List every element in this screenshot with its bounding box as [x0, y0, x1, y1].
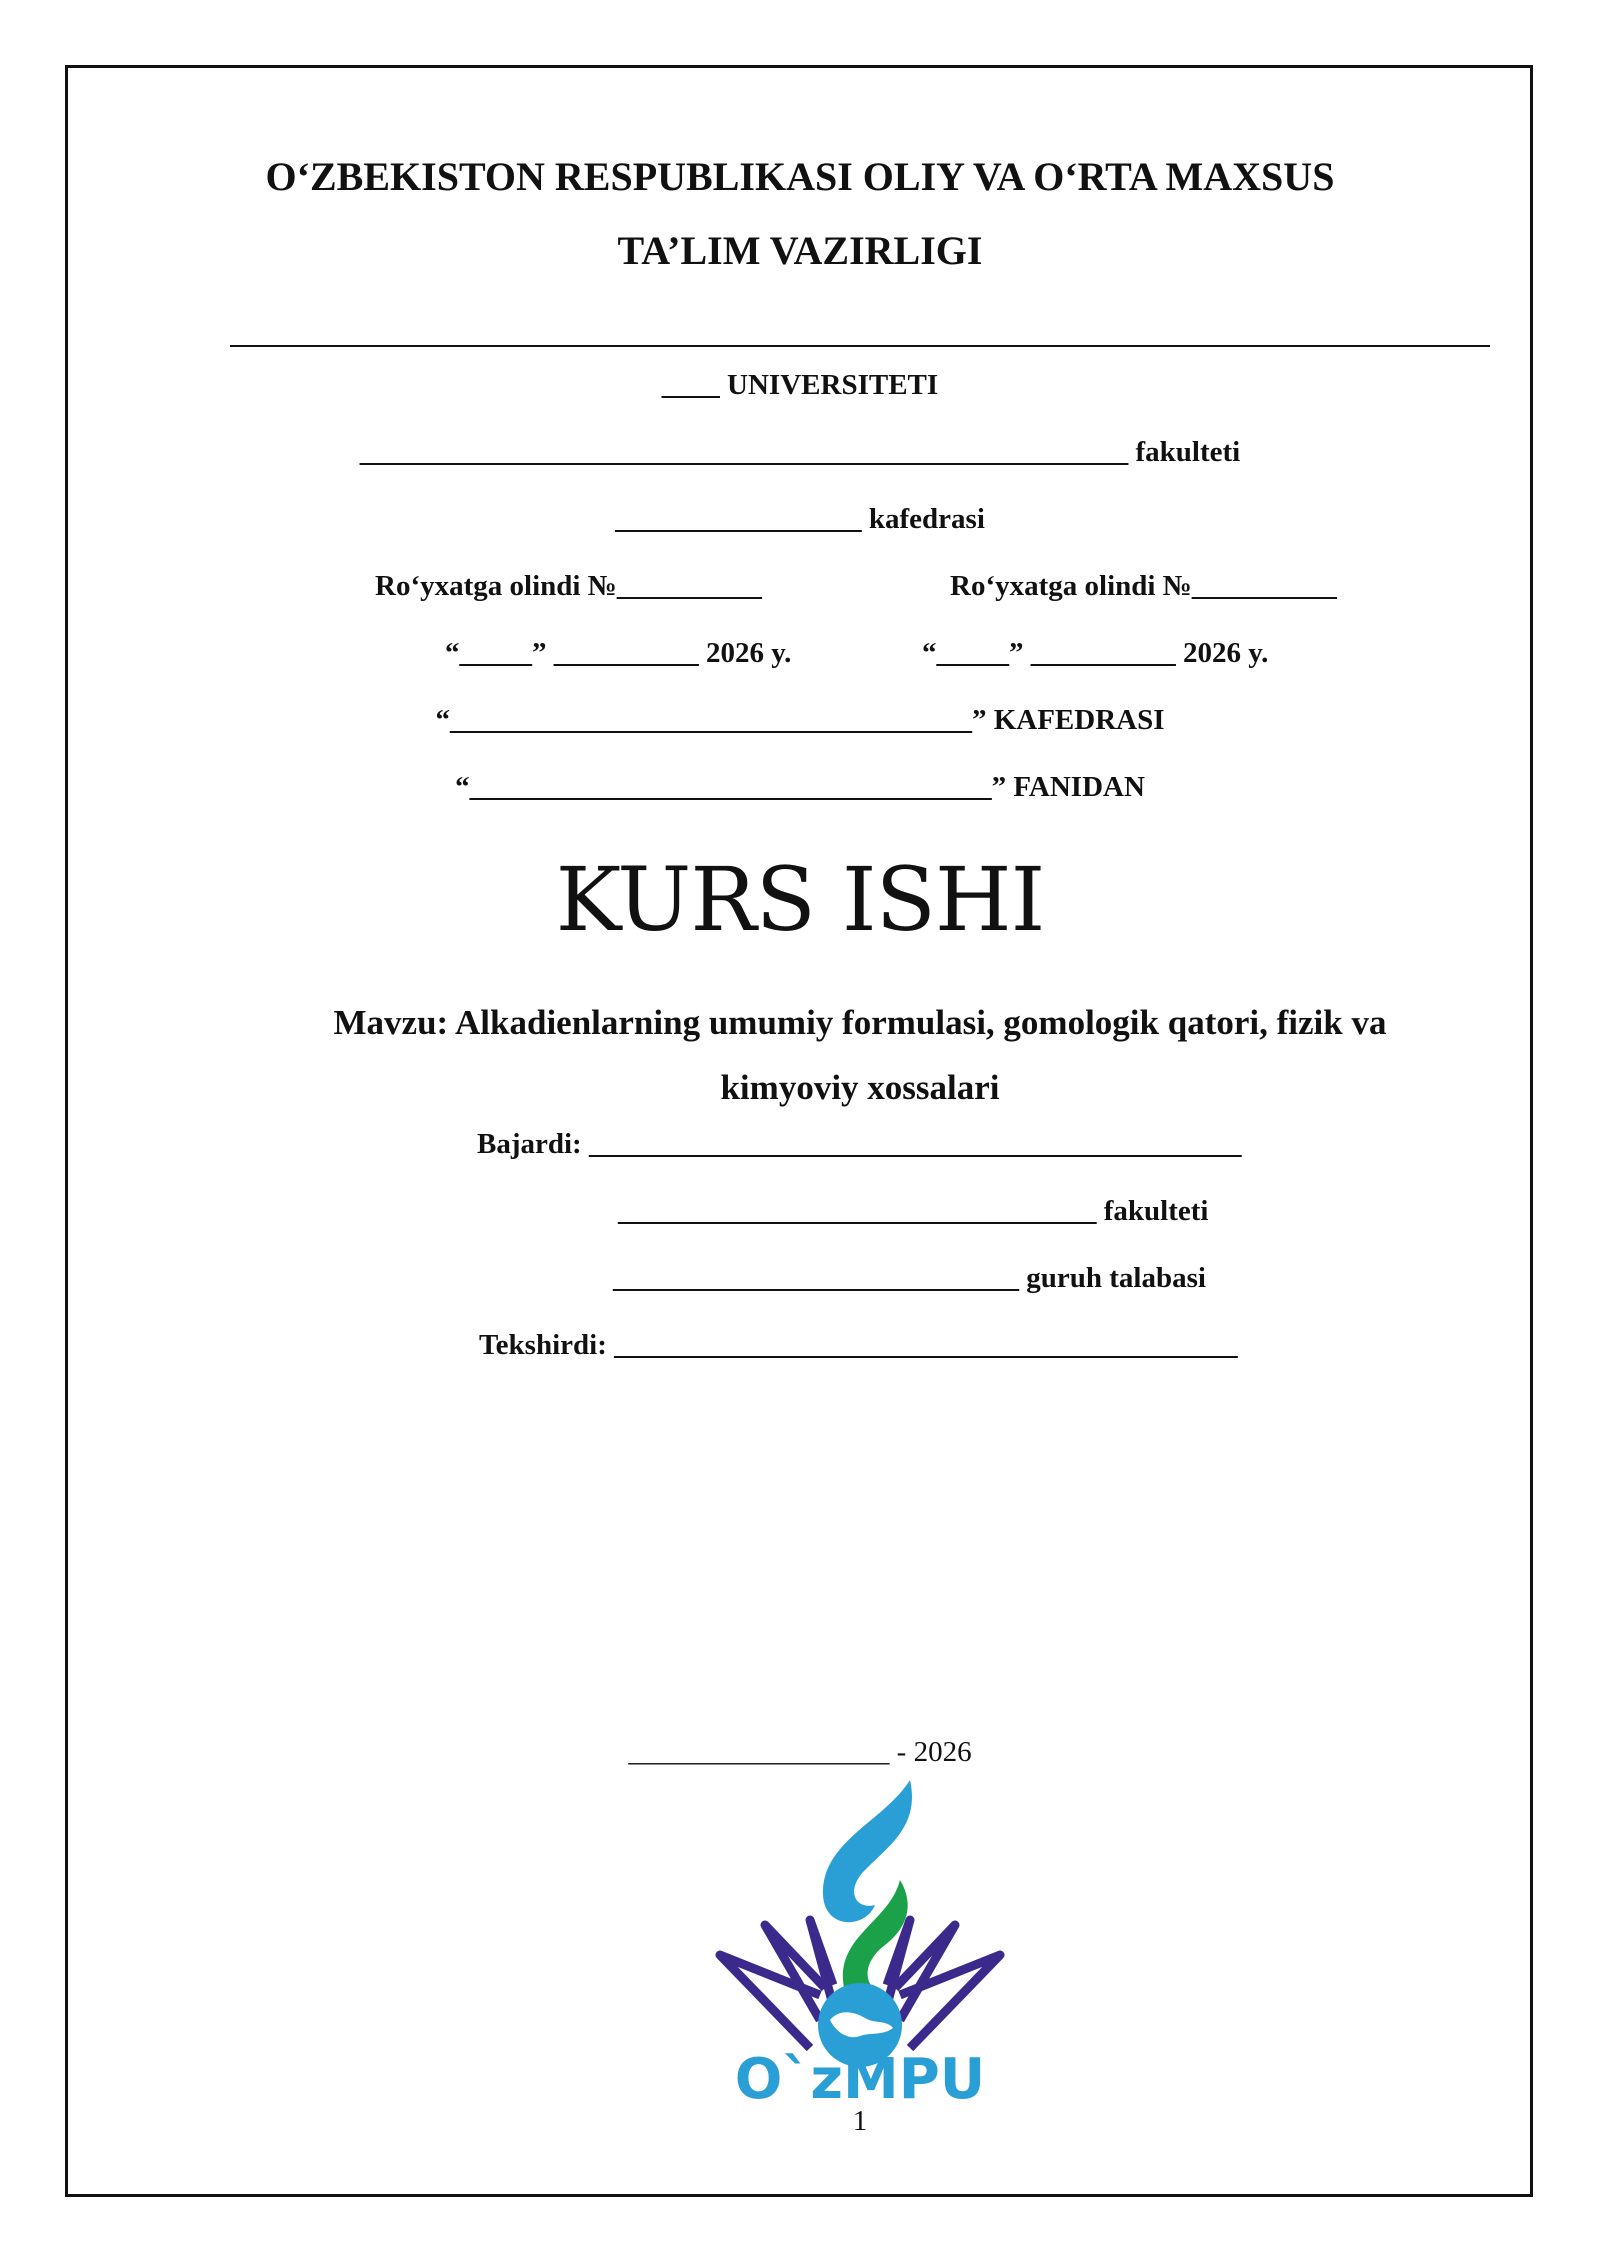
university-line: ____ UNIVERSITETI — [661, 369, 939, 401]
header-divider — [230, 345, 1490, 347]
fan-line: “____________________________________” FANIDAN — [455, 771, 1145, 803]
ministry-line-2: TA’LIM VAZIRLIGI — [617, 228, 983, 273]
topic-line-2: kimyoviy xossalari — [720, 1068, 1000, 1107]
ozmpu-logo — [715, 1780, 1005, 2105]
document-title: KURS ISHI — [555, 848, 1045, 951]
group-line: ____________________________ guruh talabasi — [613, 1262, 1206, 1294]
department-line: _________________ kafedrasi — [615, 503, 985, 535]
page-number: 1 — [852, 2105, 868, 2137]
tekshirdi-line: Tekshirdi: ___________________________________________ — [479, 1329, 1238, 1361]
date-left: “_____” __________ 2026 y. — [445, 637, 792, 669]
city-year-line: __________________ - 2026 — [628, 1736, 972, 1768]
kafedra-line: “____________________________________” KAFEDRASI — [435, 704, 1165, 736]
topic-line-1: Mavzu: Alkadienlarning umumiy formulasi, gomologik qatori, fizik va — [333, 1003, 1387, 1042]
registration-left: Ro‘yxatga olindi №__________ — [375, 570, 762, 602]
faculty-line: _____________________________________________________ fakulteti — [359, 436, 1241, 468]
logo-text: O`zMPU — [734, 2047, 986, 2105]
ministry-line-1: O‘ZBEKISTON RESPUBLIKASI OLIY VA O‘RTA MAXSUS — [265, 154, 1335, 199]
date-right: “_____” __________ 2026 y. — [922, 637, 1269, 669]
registration-right: Ro‘yxatga olindi №__________ — [950, 570, 1337, 602]
bajardi-line: Bajardi: _____________________________________________ — [477, 1128, 1242, 1160]
student-faculty-line: _________________________________ fakulteti — [618, 1195, 1209, 1227]
